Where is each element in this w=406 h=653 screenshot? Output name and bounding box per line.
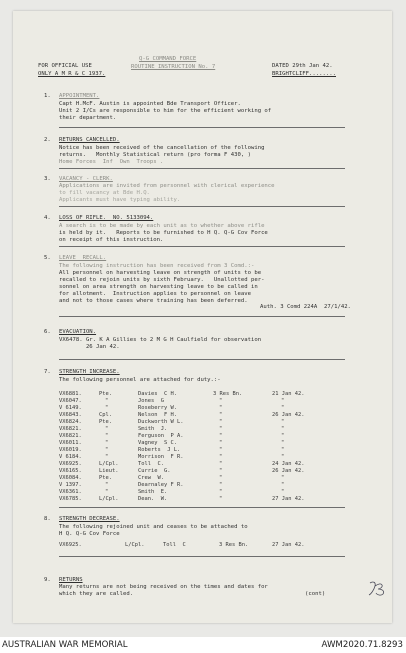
unit: " (219, 419, 223, 425)
service-number: V 6184. (59, 454, 82, 460)
footer-bar (0, 637, 406, 653)
unit: " (219, 475, 223, 481)
service-number: VX6084. (59, 475, 82, 481)
person-name: Toll C. (138, 461, 164, 467)
person-name: Duckworth W L. (138, 419, 184, 425)
person-name: Currie G. (138, 468, 171, 474)
section-line: The following personnel are attached for duty.:- (59, 377, 221, 383)
section-number: 7. (44, 369, 51, 375)
service-number: V 1397. (59, 482, 82, 488)
section-line: 26 Jan 42. (59, 344, 120, 350)
section-divider (59, 359, 345, 360)
unit: " (219, 447, 223, 453)
section-line: and not to those cases where training has been deferred. (59, 298, 248, 304)
section-divider (59, 246, 345, 247)
date: 24 Jan 42. (272, 461, 305, 467)
date: 26 Jan 42. (272, 412, 305, 418)
date: " (281, 426, 285, 432)
service-number: VX6019. (59, 447, 82, 453)
service-number: VX6843. (59, 412, 82, 418)
section-title: STRENGTH DECREASE. (59, 516, 120, 522)
service-number: VX6011. (59, 440, 82, 446)
unit: " (219, 426, 223, 432)
person-name: Dean. W. (138, 496, 168, 502)
rank: " (105, 433, 109, 439)
table-row (13, 412, 392, 419)
date: " (281, 475, 285, 481)
date: " (281, 419, 285, 425)
section-line: for allotment. Instruction applies to personnel on leave (59, 291, 251, 297)
rank: Pte. (99, 475, 112, 481)
person-name: Toll C (163, 542, 186, 548)
footer-institution: AUSTRALIAN WAR MEMORIAL (2, 640, 128, 650)
section-line: is held by it. Reports to be furnished to H Q. Q-G Cov Force (59, 230, 268, 236)
person-name: Roberts J L. (138, 447, 181, 453)
unit: " (219, 433, 223, 439)
service-number: VX6785. (59, 496, 82, 502)
document-title-line1: Q-G COMMAND FORCE (139, 56, 197, 62)
rank: " (105, 482, 109, 488)
section-divider (59, 206, 345, 207)
person-name: Ferguson P A. (138, 433, 184, 439)
date: 27 Jan 42. (272, 542, 305, 548)
person-name: Jones G (138, 398, 164, 404)
section-divider (59, 127, 345, 128)
date: " (281, 447, 285, 453)
rank: " (105, 398, 109, 404)
section-number: 1. (44, 93, 51, 99)
dated-line: DATED 29th Jan 42. (272, 63, 333, 69)
location-line: BRIGHTCLIFF........ (272, 71, 336, 77)
section-line: H Q. Q-G Cov Force (59, 531, 120, 537)
date: " (281, 489, 285, 495)
section-title: APPOINTMENT. (59, 93, 100, 99)
service-number: VX6925. (59, 461, 82, 467)
section-line: The following instruction has been received from 3 Comd.:- (59, 263, 255, 269)
unit: 3 Res Bn. (219, 542, 249, 548)
section-line: Capt H.McF. Austin is appointed Bde Transport Officer. (59, 101, 241, 107)
section-line: VX6478. Gr. K A Gillies to 2 M G H Caulfield for observation (59, 337, 262, 343)
table-row (13, 468, 392, 475)
table-row (13, 447, 392, 454)
section-divider (59, 316, 345, 317)
person-name: Smith J. (138, 426, 168, 432)
section-line: recalled to rejoin units by sixth February. Unallotted per- (59, 277, 265, 283)
section-title: VACANCY - CLERK. (59, 176, 113, 182)
date: " (281, 433, 285, 439)
section-line: Many returns are not being received on the times and dates for (59, 584, 268, 590)
section-line: All personnel on harvesting leave on strength of units to be (59, 270, 262, 276)
person-name: Smith E. (138, 489, 168, 495)
date: 26 Jan 42. (272, 468, 305, 474)
authority-reference: Auth. 3 Comd 224A 27/1/42. (260, 304, 351, 310)
section-line: Notice has been received of the cancellation of the following (59, 145, 265, 151)
unit: " (219, 412, 223, 418)
unit: " (219, 482, 223, 488)
rank: L/Cpl. (99, 461, 119, 467)
section-title: EVACUATION. (59, 329, 97, 335)
handwritten-signature (367, 580, 389, 602)
unit: " (219, 454, 223, 460)
table-row (13, 426, 392, 433)
rank: " (105, 447, 109, 453)
service-number: VX6047. (59, 398, 82, 404)
rank: " (105, 440, 109, 446)
section-divider (59, 168, 345, 169)
rank: Pte. (99, 419, 112, 425)
service-number: VX6821. (59, 433, 82, 439)
section-line: returns. Monthly Statistical return (pro forma F 430, ) (59, 152, 251, 158)
unit: " (219, 468, 223, 474)
person-name: Dearnaley F R. (138, 482, 184, 488)
section-divider (59, 556, 345, 557)
service-number: VX6824. (59, 419, 82, 425)
rank: " (105, 454, 109, 460)
document-title-line2: ROUTINE INSTRUCTION No. 7 (131, 64, 216, 70)
section-line: their department. (59, 115, 117, 121)
unit: " (219, 440, 223, 446)
section-number: 4. (44, 215, 51, 221)
section-divider (59, 507, 345, 508)
section-number: 6. (44, 329, 51, 335)
service-number: VX6361. (59, 489, 82, 495)
unit: " (219, 398, 223, 404)
table-row (13, 405, 392, 412)
unit: " (219, 461, 223, 467)
section-title: RETURNS CANCELLED. (59, 137, 120, 143)
rank: L/Cpl. (99, 496, 119, 502)
section-line: The following rejoined unit and ceases to be attached to (59, 524, 248, 530)
rank: Cpl. (99, 412, 112, 418)
date: 27 Jan 42. (272, 496, 305, 502)
date: 21 Jan 42. (272, 391, 305, 397)
date: " (281, 482, 285, 488)
table-row (13, 454, 392, 461)
date: " (281, 405, 285, 411)
table-row (13, 433, 392, 440)
section-line: to fill vacancy at Bde H.Q. (59, 190, 150, 196)
person-name: Nelson F H. (138, 412, 177, 418)
section-line: A search is to be made by each unit as to whether above rifle (59, 223, 265, 229)
date: " (281, 454, 285, 460)
service-number: VX6881. (59, 391, 82, 397)
service-number: VX6165. (59, 468, 82, 474)
person-name: Vagney S C. (138, 440, 177, 446)
section-title: RETURNS (59, 577, 83, 583)
section-number: 2. (44, 137, 51, 143)
document-page (13, 11, 392, 623)
section-title: LOSS OF RIFLE. NO. 5133094. (59, 215, 154, 221)
section-line: Home Forces Inf Own Troops . (59, 159, 164, 165)
date: " (281, 398, 285, 404)
unit: " (219, 496, 223, 502)
rank: L/Cpl. (125, 542, 145, 548)
table-row (13, 482, 392, 489)
section-line: Unit 2 I/Cs are responsible to him for the efficient working of (59, 108, 272, 114)
footer-accession-number: AWM2020.71.8293 (321, 640, 403, 650)
section-line: which they are called. (59, 591, 134, 597)
section-title: STRENGTH INCREASE. (59, 369, 120, 375)
table-row (13, 489, 392, 496)
continued-marker: (cont) (305, 591, 326, 597)
section-number: 5. (44, 255, 51, 261)
unit: " (219, 489, 223, 495)
section-line: on receipt of this instruction. (59, 237, 164, 243)
unit: " (219, 405, 223, 411)
official-use-line2: ONLY A M R & C 1937. (38, 71, 106, 77)
rank: " (105, 489, 109, 495)
table-row (13, 461, 392, 468)
section-number: 9. (44, 577, 51, 583)
person-name: Roseberry W. (138, 405, 177, 411)
section-line: Applicants must have typing ability. (59, 197, 181, 203)
service-number: VX6821. (59, 426, 82, 432)
table-row (13, 391, 392, 398)
person-name: Crew W. (138, 475, 164, 481)
section-number: 3. (44, 176, 51, 182)
date: " (281, 440, 285, 446)
section-number: 8. (44, 516, 51, 522)
section-title: LEAVE RECALL. (59, 255, 107, 261)
section-line: sonnel on area strength on harvesting leave to be called in (59, 284, 258, 290)
unit: 3 Res Bn. (213, 391, 243, 397)
official-use-line1: FOR OFFICIAL USE (38, 63, 92, 69)
service-number: VX6925. (59, 542, 82, 548)
section-line: Applications are invited from personnel with clerical experience (59, 183, 275, 189)
table-row (13, 419, 392, 426)
table-row (13, 440, 392, 447)
rank: Lieut. (99, 468, 119, 474)
rank: " (105, 426, 109, 432)
table-row (13, 398, 392, 405)
rank: " (105, 405, 109, 411)
table-row (13, 496, 392, 503)
table-row (13, 475, 392, 482)
person-name: Davies C H. (138, 391, 177, 397)
rank: Pte. (99, 391, 112, 397)
service-number: V 6149. (59, 405, 82, 411)
table-row (13, 542, 392, 549)
person-name: Morrison F R. (138, 454, 184, 460)
